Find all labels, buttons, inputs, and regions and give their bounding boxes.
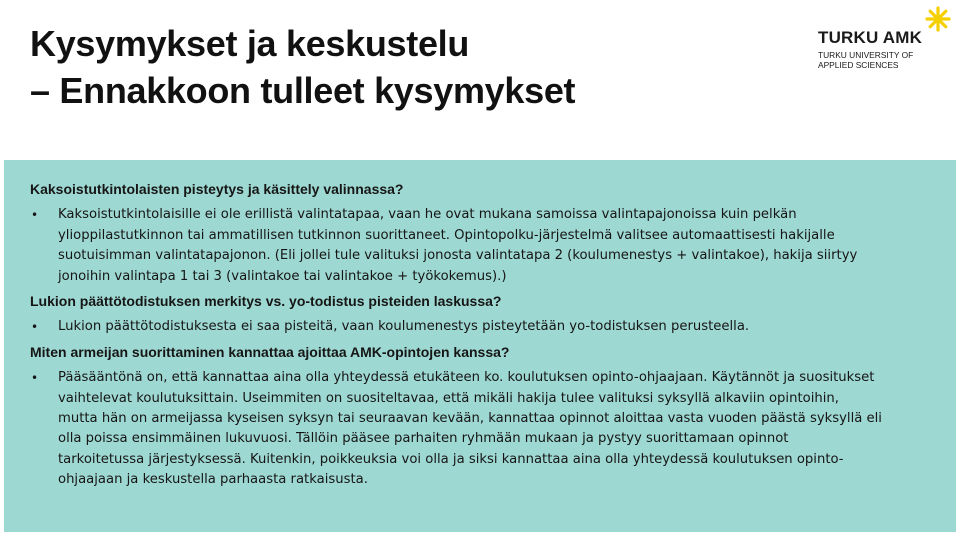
answer-3-line: mutta hän on armeijassa kyseisen syksyn tai seuraavan kevään, kannattaa opinnot aloittaa vasta vuoden päästä syksyllä eli: [58, 411, 882, 427]
answer-1-line: suotuisimman valintatapajonon. (Eli jollei tule valituksi jonosta valintatapa 2 (koulumenestys + valintakoe), hakija siirtyy: [58, 248, 858, 264]
answer-3-line: ohjaajaan ja keskustella parhaasta ratkaisusta.: [58, 472, 368, 488]
answer-1-line: jonoihin valintapa 1 tai 3 (valintakoe tai valintakoe + työkokemus).): [58, 268, 507, 284]
slide-title-line-1: Kysymykset ja keskustelu: [30, 23, 470, 64]
question-1: Kaksoistutkintolaisten pisteytys ja käsittely valinnassa?: [30, 181, 404, 197]
answer-3-line: vaihtelevat koulutuksittain. Useimmiten on suositeltavaa, että mikäli hakija tulee valituksi syksyllä alkaviin opintoihin,: [58, 390, 839, 406]
bullet-icon: •: [31, 208, 39, 223]
bullet-icon: •: [31, 371, 39, 386]
bullet-icon: •: [31, 320, 39, 335]
slide-title-line-2: – Ennakkoon tulleet kysymykset: [30, 70, 576, 111]
logo-subtitle: [818, 50, 913, 70]
answer-3-line: Pääsääntönä on, että kannattaa aina olla yhteydessä etukäteen ko. koulutuksen opinto-ohjaajaan. Käytännöt ja suositukset: [58, 370, 875, 386]
turku-amk-logo: [818, 6, 958, 72]
answer-3-line: tarkoitetussa järjestyksessä. Kuitenkin, poikkeuksia voi olla ja siksi kannattaa aina olla yhteydessä koulutuksen opinto-: [58, 451, 844, 467]
question-3: Miten armeijan suorittaminen kannattaa ajoittaa AMK-opintojen kanssa?: [30, 343, 510, 360]
answer-2-line: Lukion päättötodistuksesta ei saa pisteitä, vaan koulumenestys pisteytetään yo-todistuksen perusteella.: [58, 319, 750, 335]
content-body: [30, 179, 940, 491]
star-icon: [925, 6, 951, 32]
question-2: Lukion päättötodistuksen merkitys vs. yo-todistus pisteiden laskussa?: [30, 293, 502, 310]
logo-name: TURKU AMK: [818, 28, 923, 47]
answer-1: [30, 205, 940, 287]
answer-1-line: ylioppilastutkinnon tai ammatillisen tutkinnon suorittaneet. Opintopolku-järjestelmä valitsee automaattisesti hakijalle: [58, 227, 835, 243]
answer-1-line: Kaksoistutkintolaisille ei ole erillistä valintatapaa, vaan he ovat mukana samoissa valintapajonoissa kuin pelkän: [58, 207, 797, 223]
logo-subtitle-line-1: TURKU UNIVERSITY OF: [818, 50, 914, 60]
answer-2: [30, 317, 940, 337]
answer-3-line: olla poissa ensimmäinen lukuvuosi. Tällöin pääsee parhaiten ryhmään mukaan ja pystyy suorittamaan opinnot: [58, 431, 789, 447]
answer-3: [30, 368, 940, 490]
logo-subtitle-line-2: APPLIED SCIENCES: [818, 60, 899, 70]
slide-title: [30, 20, 575, 114]
